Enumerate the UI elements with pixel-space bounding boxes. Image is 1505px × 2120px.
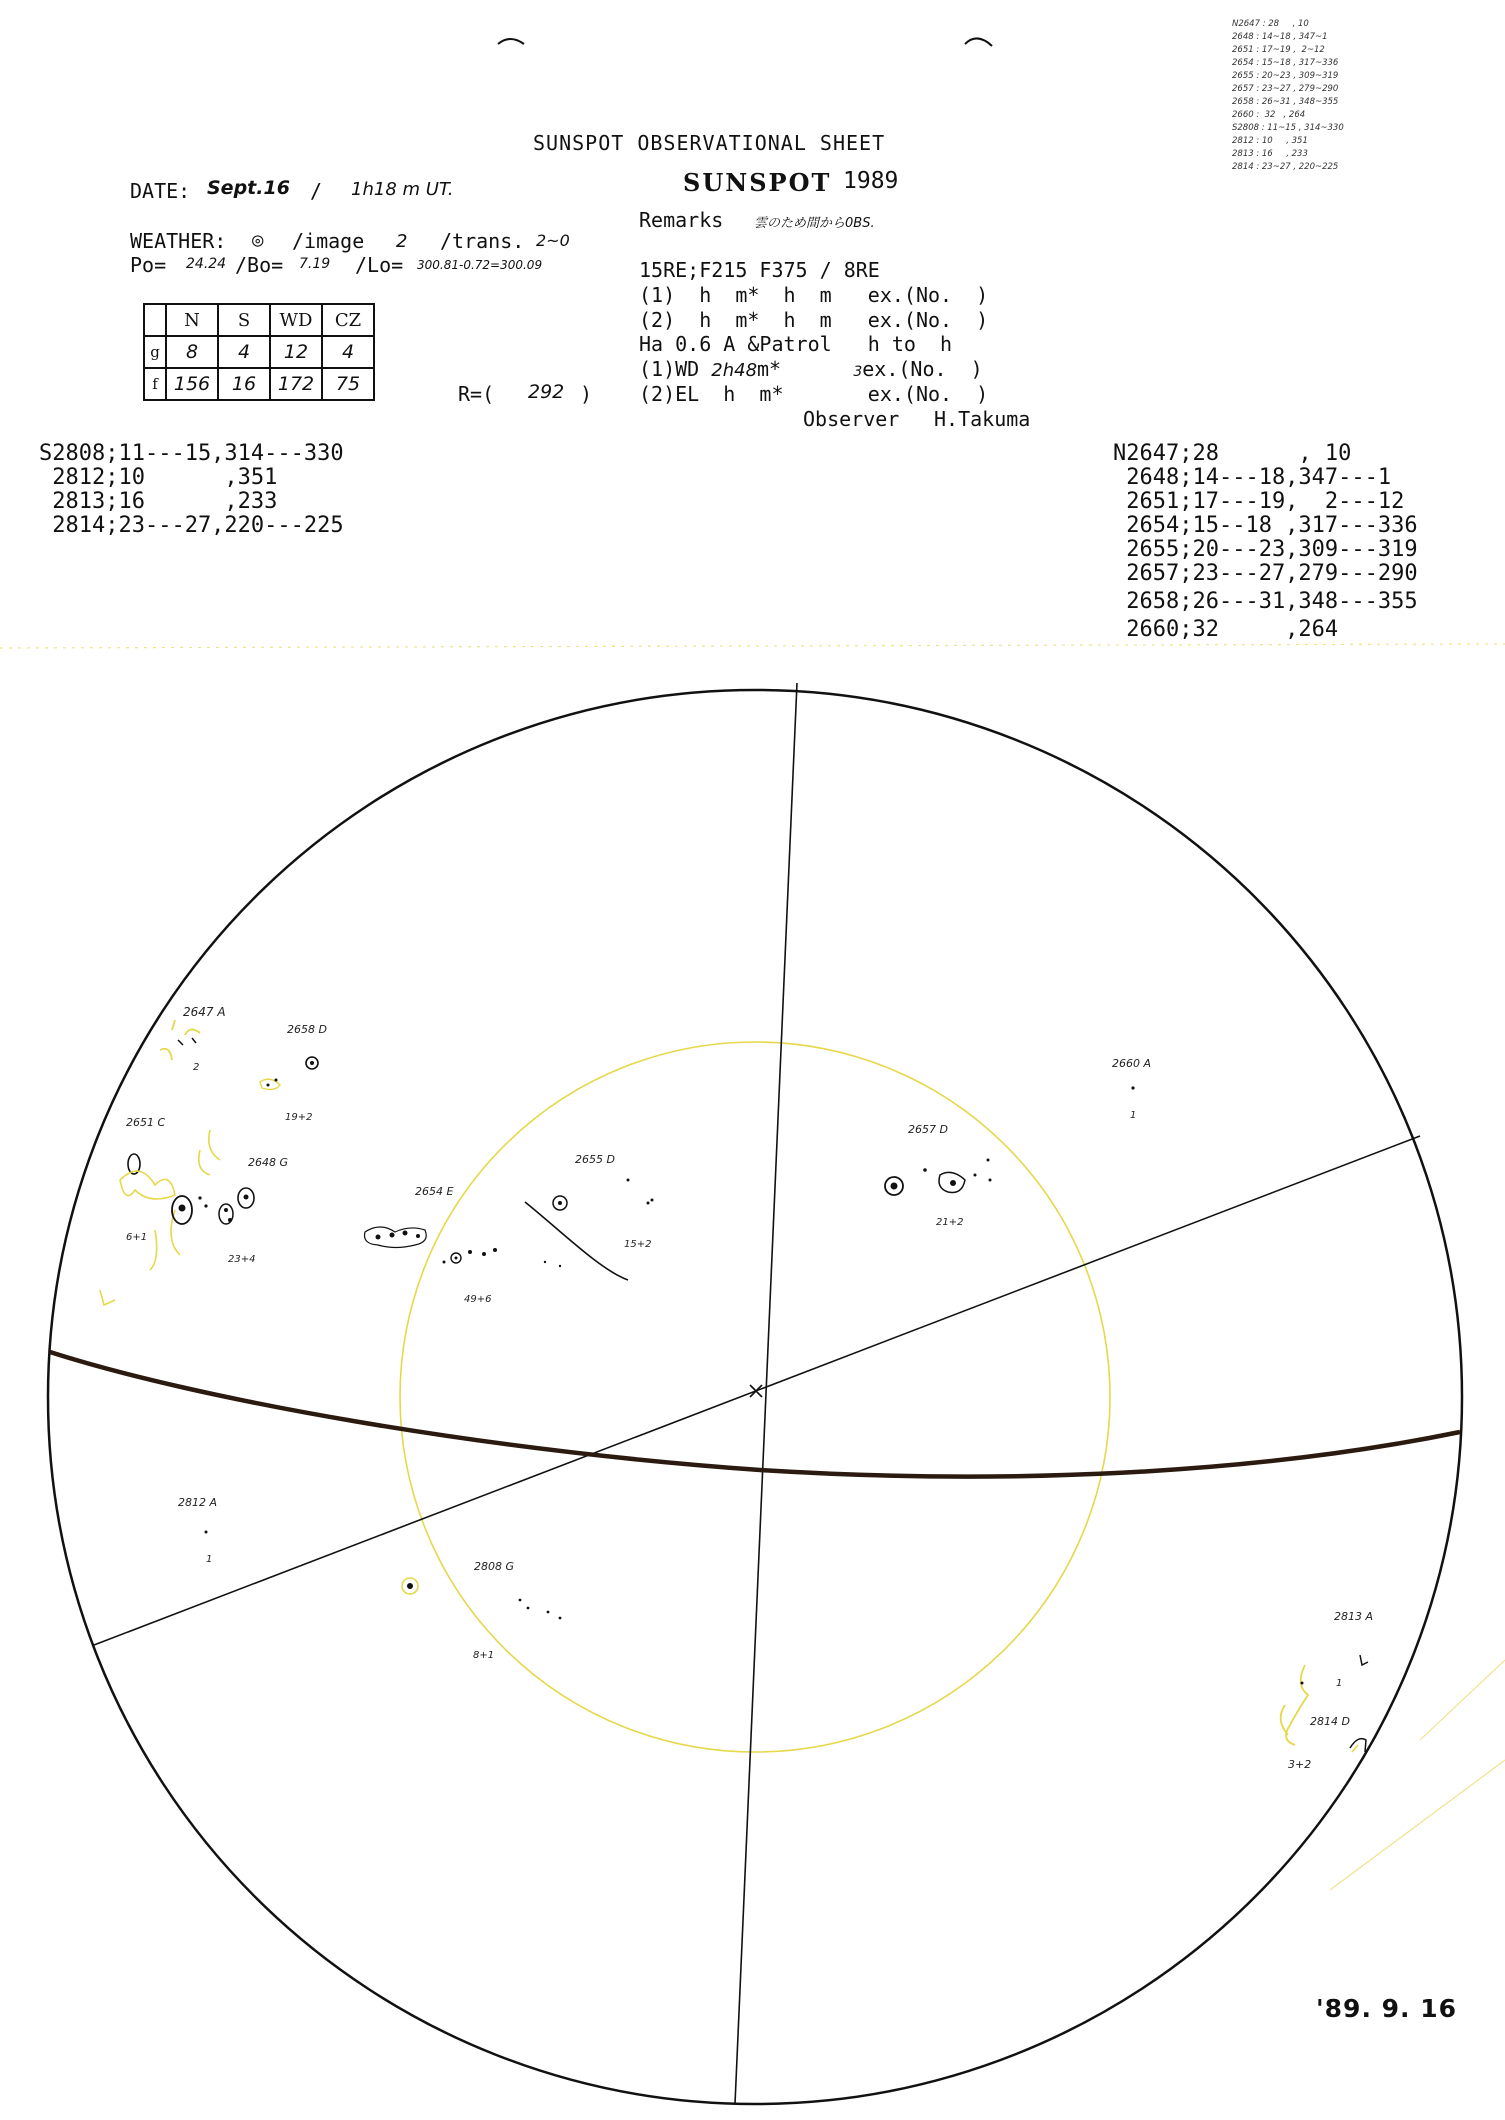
observer-value: H.Takuma bbox=[934, 407, 1031, 431]
group-2647-count: 2 bbox=[193, 1062, 200, 1073]
remarks-label: Remarks bbox=[639, 208, 724, 232]
group-2660-label: 2660 A bbox=[1112, 1057, 1152, 1070]
r-close: ) bbox=[580, 382, 593, 406]
weather-value: ◎ bbox=[252, 229, 264, 251]
observer-label: Observer bbox=[803, 407, 900, 431]
group-2813-count: 1 bbox=[1336, 1678, 1343, 1689]
group-2648-count: 23+4 bbox=[228, 1254, 256, 1265]
fold-line bbox=[1420, 1660, 1505, 1740]
south-list-item: S2808;11---15,314---330 bbox=[39, 441, 344, 466]
bo-label: /Bo= bbox=[235, 253, 284, 277]
group-2655 bbox=[544, 1153, 654, 1267]
north-list-item: 2657;23---27,279---290 bbox=[1113, 561, 1418, 586]
meridian-arc bbox=[525, 1202, 628, 1280]
group-2813-2814 bbox=[1281, 1610, 1373, 1771]
r-label: R=( bbox=[458, 382, 495, 406]
group-2812-count: 1 bbox=[206, 1554, 213, 1565]
group-2654-count: 49+6 bbox=[464, 1294, 492, 1305]
bo-value: 7.19 bbox=[299, 256, 331, 272]
group-2655-count: 15+2 bbox=[624, 1239, 652, 1250]
group-2655-label: 2655 D bbox=[575, 1153, 615, 1166]
row-label-g: g bbox=[144, 336, 166, 368]
cell-g-s: 4 bbox=[218, 336, 270, 368]
cell-g-n: 8 bbox=[166, 336, 218, 368]
trans-value: 2~0 bbox=[536, 231, 570, 250]
col-header-s: S bbox=[218, 304, 270, 336]
mini-note-line: N2647 : 28 , 10 bbox=[1232, 19, 1309, 29]
mini-note-line: 2654 : 15~18 , 317~336 bbox=[1232, 58, 1339, 68]
filter-line-5-mid: m* bbox=[757, 357, 854, 381]
group-2648-label: 2648 G bbox=[248, 1156, 289, 1169]
south-list-item: 2812;10 ,351 bbox=[39, 465, 278, 490]
polar-axis-line bbox=[735, 683, 797, 2104]
po-value: 24.24 bbox=[186, 256, 227, 272]
group-2657 bbox=[885, 1123, 992, 1228]
center-mark bbox=[750, 1385, 762, 1397]
remarks-value: 雲のため間から0BS. bbox=[754, 216, 875, 231]
group-2814-count: 3+2 bbox=[1288, 1758, 1312, 1771]
filter-line-6: (2)EL h m* ex.(No. ) bbox=[639, 382, 989, 406]
solar-disk-outline bbox=[48, 690, 1462, 2104]
fold-line bbox=[1330, 1760, 1505, 1890]
mini-note-line: S2808 : 11~15 , 314~330 bbox=[1232, 123, 1344, 133]
lo-value: 300.81-0.72=300.09 bbox=[417, 258, 543, 272]
filter-line-5-pre: (1)WD bbox=[639, 357, 712, 381]
image-label: /image bbox=[292, 229, 365, 253]
date-value: Sept.16 bbox=[207, 177, 290, 199]
mini-note-line: 2813 : 16 , 233 bbox=[1232, 149, 1308, 159]
trans-label: /trans. bbox=[440, 229, 525, 253]
filter-line-2: (1) h m* h m ex.(No. ) bbox=[639, 283, 989, 307]
north-list-item: N2647;28 , 10 bbox=[1113, 441, 1352, 466]
filter-line-1: 15RE;F215 F375 / 8RE bbox=[639, 258, 880, 282]
group-2651-label: 2651 C bbox=[126, 1116, 166, 1129]
group-2660 bbox=[1112, 1057, 1151, 1121]
group-2814-label: 2814 D bbox=[1310, 1715, 1350, 1728]
group-2660-count: 1 bbox=[1130, 1110, 1137, 1121]
group-2813-label: 2813 A bbox=[1334, 1610, 1374, 1623]
mini-note-line: 2651 : 17~19 , 2~12 bbox=[1232, 45, 1325, 55]
cell-g-wd: 12 bbox=[270, 336, 322, 368]
group-2808-label: 2808 G bbox=[474, 1560, 515, 1573]
south-list-item: 2814;23---27,220---225 bbox=[39, 513, 344, 538]
south-list-item: 2813;16 ,233 bbox=[39, 489, 278, 514]
mini-note-line: 2658 : 26~31 , 348~355 bbox=[1232, 97, 1339, 107]
cell-g-cz: 4 bbox=[322, 336, 374, 368]
filter-line-4: Ha 0.6 A &Patrol h to h bbox=[639, 332, 953, 356]
fold-line bbox=[0, 644, 1505, 648]
lo-label: /Lo= bbox=[355, 253, 404, 277]
mini-note-line: 2655 : 20~23 , 309~319 bbox=[1232, 71, 1339, 81]
group-2812-label: 2812 A bbox=[178, 1496, 218, 1509]
north-list-item: 2654;15--18 ,317---336 bbox=[1113, 513, 1418, 538]
time-value: 1h18 m UT. bbox=[351, 179, 454, 200]
group-2647 bbox=[160, 1005, 226, 1073]
north-list-item: 2658;26---31,348---355 bbox=[1113, 589, 1418, 614]
solar-equator-arc bbox=[50, 1352, 1460, 1477]
group-2808-count: 8+1 bbox=[473, 1650, 495, 1661]
group-2812 bbox=[178, 1496, 217, 1565]
mini-note-line: 2648 : 14~18 , 347~1 bbox=[1232, 32, 1328, 42]
filter-line-5-hand2: 3 bbox=[853, 364, 863, 380]
group-2651-count: 6+1 bbox=[126, 1232, 148, 1243]
date-stamp: '89. 9. 16 bbox=[1316, 1994, 1458, 2023]
group-2658 bbox=[260, 1023, 327, 1123]
cell-f-cz: 75 bbox=[322, 368, 374, 400]
north-list-item: 2648;14---18,347---1 bbox=[1113, 465, 1392, 490]
sheet-subtitle: SUNSPOT bbox=[683, 168, 832, 197]
binder-hole-mark bbox=[965, 38, 992, 46]
group-2654-label: 2654 E bbox=[415, 1185, 454, 1198]
cell-f-s: 16 bbox=[218, 368, 270, 400]
filter-line-3: (2) h m* h m ex.(No. ) bbox=[639, 308, 989, 332]
r-value: 292 bbox=[528, 381, 565, 403]
group-2647-label: 2647 A bbox=[183, 1005, 226, 1019]
col-header-cz: CZ bbox=[322, 304, 374, 336]
row-label-f: f bbox=[144, 368, 166, 400]
col-header-n: N bbox=[166, 304, 218, 336]
mini-note-line: 2814 : 23~27 , 220~225 bbox=[1232, 162, 1339, 172]
date-separator: / bbox=[310, 179, 323, 203]
po-label: Po= bbox=[130, 253, 167, 277]
north-list-item: 2660;32 ,264 bbox=[1113, 617, 1339, 642]
image-value: 2 bbox=[396, 231, 408, 252]
col-header-wd: WD bbox=[270, 304, 322, 336]
date-label: DATE: bbox=[130, 179, 191, 203]
cell-f-wd: 172 bbox=[270, 368, 322, 400]
sheet-year: 1989 bbox=[843, 168, 899, 194]
group-2657-count: 21+2 bbox=[936, 1217, 964, 1228]
group-2657-label: 2657 D bbox=[908, 1123, 948, 1136]
group-2654 bbox=[365, 1185, 497, 1305]
mini-note-line: 2657 : 23~27 , 279~290 bbox=[1232, 84, 1339, 94]
sheet-title: SUNSPOT OBSERVATIONAL SHEET bbox=[533, 131, 886, 155]
cell-f-n: 156 bbox=[166, 368, 218, 400]
group-2808 bbox=[402, 1560, 561, 1661]
weather-label: WEATHER: bbox=[130, 229, 227, 253]
group-2651-2648 bbox=[100, 1116, 288, 1305]
filter-line-5-post: ex.(No. ) bbox=[862, 357, 983, 381]
mini-note-line: 2660 : 32 , 264 bbox=[1232, 110, 1306, 120]
filter-line-5-hand: 2h48 bbox=[711, 360, 758, 381]
binder-hole-mark bbox=[498, 39, 524, 44]
north-list-item: 2655;20---23,309---319 bbox=[1113, 537, 1418, 562]
mini-note-line: 2812 : 10 , 351 bbox=[1232, 136, 1308, 146]
group-2658-count: 19+2 bbox=[285, 1112, 313, 1123]
group-2658-label: 2658 D bbox=[287, 1023, 327, 1036]
north-list-item: 2651;17---19, 2---12 bbox=[1113, 489, 1405, 514]
